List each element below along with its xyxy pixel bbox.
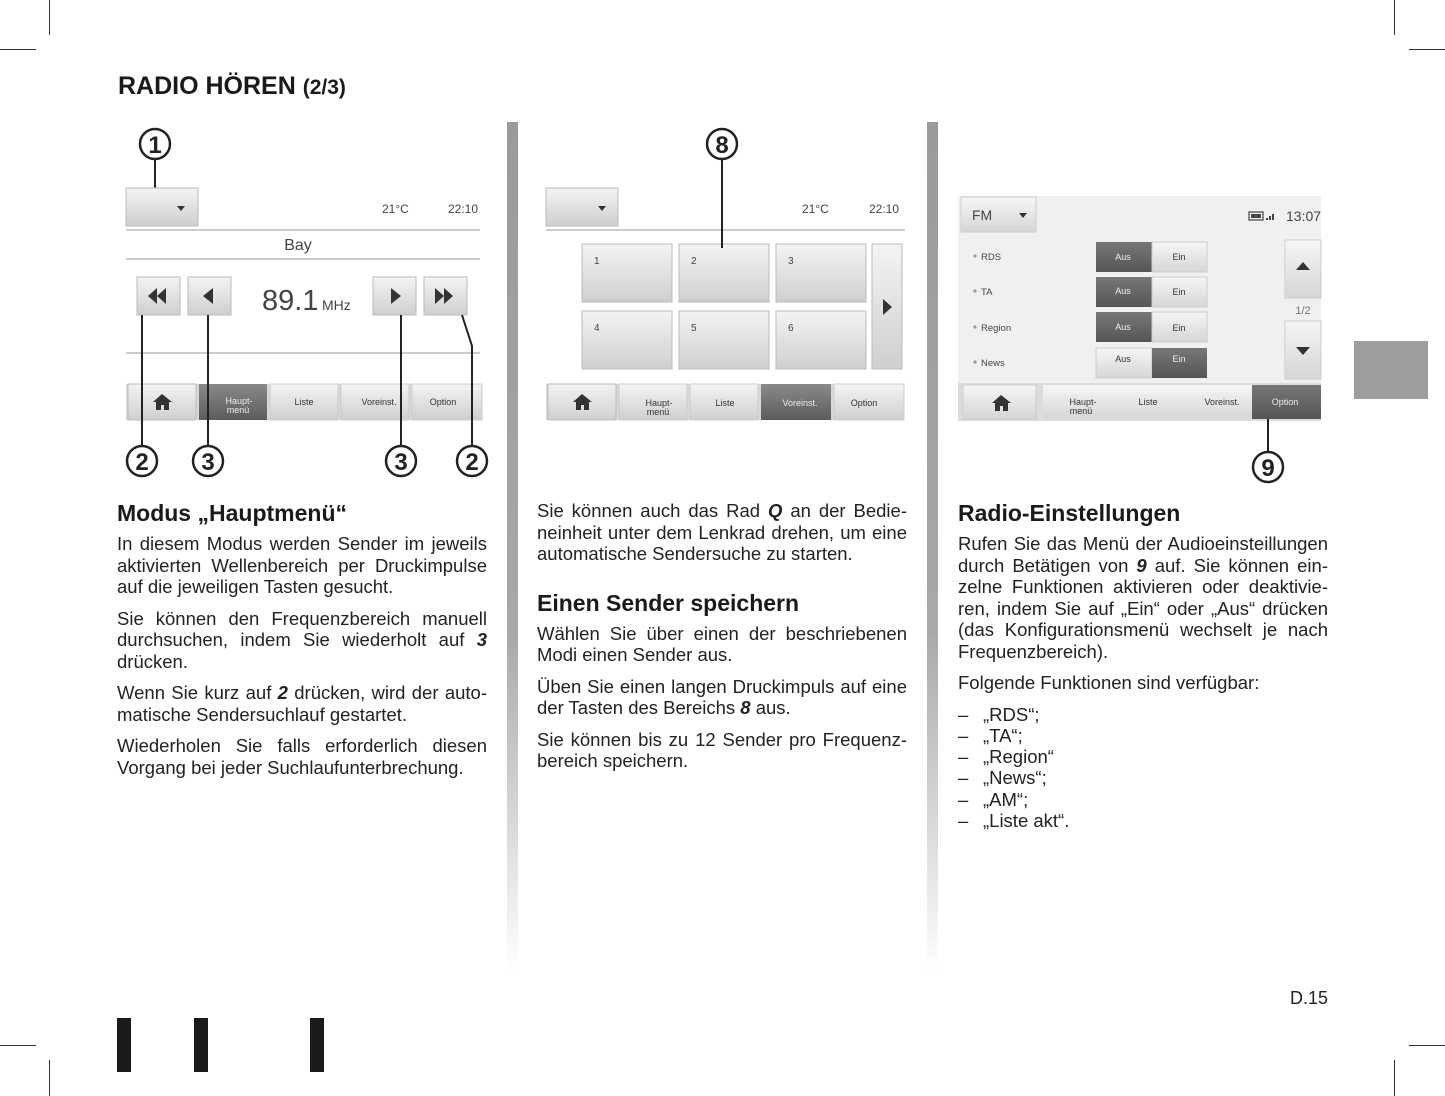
svg-text:2: 2 (691, 256, 697, 267)
paragraph: Üben Sie einen langen Druckimpuls auf eine der Tasten des Bereichs 8 aus. (537, 675, 907, 718)
scroll-down-button[interactable] (1285, 321, 1321, 379)
svg-text:Aus: Aus (1115, 286, 1131, 296)
svg-text:Liste: Liste (1138, 397, 1158, 407)
svg-text:Aus: Aus (1115, 322, 1131, 332)
home-tab[interactable] (963, 385, 1036, 419)
paragraph: Sie können auch das Rad Q an der Bedieneinheit unter dem Lenkrad drehen, um eine automatische Sendersuche zu starten. (537, 500, 907, 564)
chapter-tab (1354, 341, 1428, 399)
preset-button[interactable] (679, 311, 769, 369)
crop-mark (1409, 1045, 1445, 1046)
svg-text:Haupt-: Haupt- (1069, 397, 1097, 407)
ta-off-button[interactable] (1096, 277, 1152, 307)
svg-text:Region: Region (981, 323, 1012, 334)
svg-text:3: 3 (394, 449, 408, 476)
tab-option[interactable] (1252, 385, 1321, 419)
svg-text:Haupt-: Haupt- (225, 396, 253, 406)
frequency-value: 89.1 (262, 285, 319, 317)
svg-text:Option: Option (850, 398, 878, 408)
svg-text:Ein: Ein (1172, 252, 1186, 262)
preset-button[interactable] (679, 244, 769, 302)
svg-text:menü: menü (646, 407, 670, 417)
svg-text:Liste: Liste (294, 397, 314, 407)
crop-mark (0, 49, 36, 50)
next-button[interactable] (373, 277, 416, 315)
tab-hauptmenu[interactable] (199, 384, 267, 420)
tab-voreinst[interactable] (1183, 385, 1253, 419)
page-title-text: RADIO HÖREN (118, 72, 296, 100)
preset-page-next-button[interactable] (872, 244, 902, 369)
column-save-station (537, 500, 907, 782)
callout-3-right (386, 446, 416, 476)
svg-text:Option: Option (1271, 397, 1299, 407)
reference-9: 9 (1136, 554, 1147, 576)
news-off-button[interactable] (1096, 348, 1152, 378)
home-tab[interactable] (128, 384, 196, 420)
band-label: FM (972, 207, 993, 223)
svg-text:Voreinst.: Voreinst. (782, 398, 818, 408)
svg-text:2: 2 (135, 449, 149, 476)
column-separator (507, 122, 518, 972)
svg-text:2: 2 (465, 449, 479, 476)
svg-text:3: 3 (201, 449, 215, 476)
ta-on-button[interactable] (1152, 277, 1207, 307)
svg-text:3: 3 (788, 256, 794, 267)
tab-voreinst[interactable] (341, 384, 409, 420)
temperature: 21°C (802, 202, 829, 216)
callout-2-left (127, 446, 157, 476)
callout-9 (1253, 452, 1283, 482)
radio-screen-settings (955, 190, 1335, 490)
page-title (118, 72, 346, 101)
svg-text:Voreinst.: Voreinst. (361, 397, 397, 407)
reference-q: Q (768, 500, 783, 521)
tab-liste[interactable] (270, 384, 338, 420)
band-dropdown-button[interactable] (126, 188, 198, 226)
paragraph: Rufen Sie das Menü der Audioeinsteillungen durch Betätigen von 9 auf. Sie können einzelne Funktionen aktivieren oder deaktivieren, indem Sie auf „Ein“ oder „Aus“ drücken (das Konfigurationsmenü wechselt je nach Frequenzbereich). (958, 533, 1328, 662)
home-tab[interactable] (548, 384, 616, 420)
band-dropdown-button[interactable] (546, 188, 618, 226)
callout-1-label: 1 (148, 132, 162, 159)
prev-button[interactable] (188, 277, 231, 315)
radio-screen-main-menu (110, 120, 500, 485)
svg-text:8: 8 (715, 132, 729, 159)
news-on-button[interactable] (1152, 348, 1207, 378)
crop-mark (1394, 1060, 1395, 1096)
svg-text:Ein: Ein (1172, 323, 1186, 333)
list-item: – „TA“; (958, 724, 1023, 746)
station-name: Bay (284, 237, 312, 254)
svg-text:Voreinst.: Voreinst. (1204, 397, 1240, 407)
page-number: D.15 (1289, 988, 1328, 1008)
svg-text:RDS: RDS (981, 252, 1002, 263)
paragraph: Sie können den Frequenzbereich manuell durchsuchen, indem Sie wiederholt auf 3 drücken. (117, 607, 487, 672)
column-radio-settings (958, 499, 1328, 831)
list-item: – „AM“; (958, 788, 1029, 810)
tab-option[interactable] (834, 384, 904, 420)
paragraph: Wenn Sie kurz auf 2 drücken, wird der automatische Sendersuchlauf gestartet. (117, 682, 487, 725)
column-separator (927, 122, 938, 972)
reference-8: 8 (740, 697, 751, 718)
scroll-up-button[interactable] (1285, 240, 1321, 298)
clock: 22:10 (869, 202, 900, 216)
section-heading: Radio-Einstellungen (958, 500, 1181, 526)
svg-text:4: 4 (594, 323, 600, 334)
svg-text:Haupt-: Haupt- (645, 398, 673, 408)
clock: 22:10 (448, 202, 479, 216)
crop-mark (1409, 49, 1445, 50)
tab-hauptmenu[interactable] (619, 384, 687, 420)
preset-button[interactable] (776, 244, 866, 302)
paragraph: Folgende Funktionen sind verfügbar: (958, 672, 1260, 693)
registration-bar (194, 1018, 208, 1072)
svg-text:Liste: Liste (715, 398, 735, 408)
tab-hauptmenu[interactable] (1043, 385, 1113, 419)
fast-forward-button[interactable] (424, 277, 467, 315)
region-off-button[interactable] (1096, 312, 1152, 342)
svg-text:TA: TA (981, 287, 993, 298)
svg-text:5: 5 (691, 323, 697, 334)
svg-text:menü: menü (226, 405, 250, 415)
registration-bar (117, 1018, 131, 1072)
frequency-unit: MHz (322, 297, 351, 313)
tab-liste[interactable] (690, 384, 758, 420)
page-indicator: 1/2 (1295, 305, 1311, 317)
page-title-suffix: (2/3) (302, 76, 346, 99)
svg-text:Aus: Aus (1115, 252, 1131, 262)
list-item: – „Region“ (958, 746, 1054, 768)
crop-mark (0, 1045, 36, 1046)
svg-text:Ein: Ein (1172, 354, 1186, 364)
rds-off-button[interactable] (1096, 242, 1152, 272)
callout-2-right (457, 446, 487, 476)
svg-text:menü: menü (1069, 406, 1093, 416)
rds-on-button[interactable] (1152, 242, 1207, 272)
paragraph: Wiederholen Sie falls erforderlich diesen Vorgang bei jeder Suchlaufunterbrechung. (117, 735, 487, 778)
svg-text:Option: Option (429, 397, 457, 407)
column-main-menu-mode (117, 499, 487, 788)
list-item: – „Liste akt“. (958, 809, 1070, 831)
paragraph: Wählen Sie über einen der beschriebenen Modi einen Sender aus. (537, 622, 907, 665)
preset-button[interactable] (776, 311, 866, 369)
reference-3: 3 (476, 629, 487, 650)
preset-button[interactable] (582, 311, 672, 369)
registration-bar (310, 1018, 324, 1072)
preset-button[interactable] (582, 244, 672, 302)
svg-text:Ein: Ein (1172, 287, 1186, 297)
svg-text:News: News (981, 358, 1005, 369)
fast-rewind-button[interactable] (137, 277, 180, 315)
temperature: 21°C (382, 202, 409, 216)
radio-screen-presets (535, 120, 915, 430)
crop-mark (49, 0, 50, 35)
paragraph: In diesem Modus werden Sender im jeweils aktivierten Wellenbereich per Druckimpulse auf die jeweiligen Tasten gesucht. (117, 533, 487, 597)
svg-text:6: 6 (788, 323, 794, 334)
function-list (958, 704, 1328, 832)
crop-mark (1394, 0, 1395, 35)
svg-text:1: 1 (594, 256, 600, 267)
list-item: – „News“; (958, 767, 1047, 789)
section-heading: Modus „Hauptmenü“ (117, 500, 347, 526)
list-item: – „RDS“; (958, 703, 1040, 725)
tab-liste[interactable] (1113, 385, 1183, 419)
svg-text:9: 9 (1261, 455, 1275, 482)
section-heading: Einen Sender speichern (537, 589, 800, 616)
region-on-button[interactable] (1152, 312, 1207, 342)
paragraph: Sie können bis zu 12 Sender pro Frequenzbereich speichern. (537, 728, 907, 771)
callout-3-left (193, 446, 223, 476)
svg-text:Aus: Aus (1115, 354, 1131, 364)
crop-mark (49, 1060, 50, 1096)
callout-8 (707, 129, 737, 159)
clock: 13:07 (1286, 208, 1322, 224)
reference-2: 2 (277, 682, 288, 703)
tab-voreinst[interactable] (761, 384, 831, 420)
